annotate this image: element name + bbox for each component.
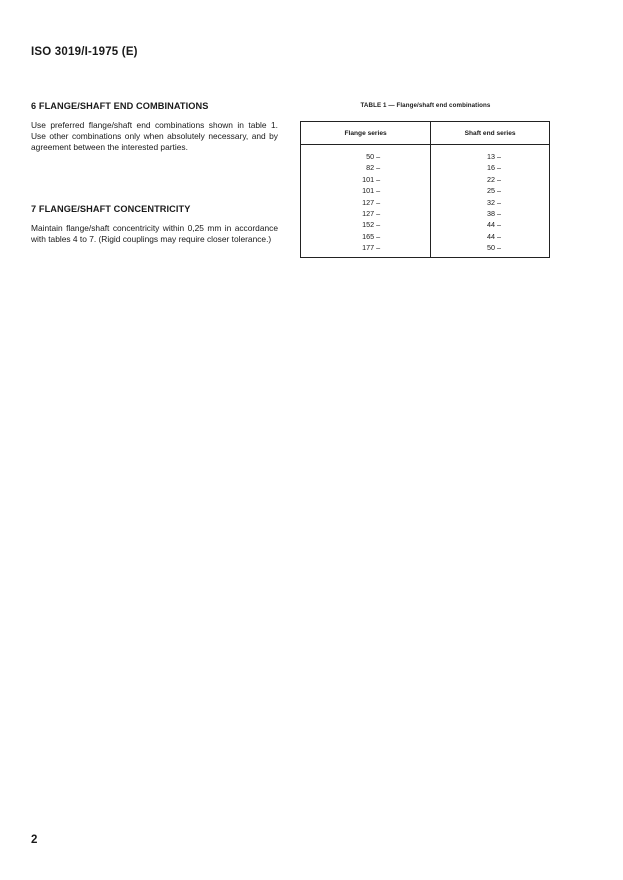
shaft-end-series-cell: 32 – — [487, 197, 501, 207]
shaft-end-series-column — [431, 145, 550, 258]
flange-series-cell: 127 – — [362, 197, 381, 207]
column-header-shaft-end-series: Shaft end series — [431, 122, 550, 145]
flange-series-cell: 101 – — [362, 174, 381, 184]
flange-series-values — [301, 145, 430, 257]
shaft-end-series-cell: 38 – — [487, 208, 501, 218]
column-header-flange-series: Flange series — [301, 122, 431, 145]
shaft-end-series-cell: 16 – — [487, 163, 501, 173]
section-6 — [31, 101, 278, 154]
section-6-body: Use preferred flange/shaft end combinations shown in table 1. Use other combinations only when absolutely necessary, and by agreement between the interested parties. — [31, 120, 278, 153]
flange-series-cell: 101 – — [362, 186, 381, 196]
flange-series-cell: 177 – — [362, 243, 381, 253]
section-7-heading: 7 FLANGE/SHAFT CONCENTRICITY — [31, 203, 191, 214]
shaft-end-series-cell: 44 – — [487, 231, 501, 241]
table-1-caption: TABLE 1 — Flange/shaft end combinations — [360, 102, 491, 109]
page-number: 2 — [31, 834, 38, 846]
flange-series-cell: 50 – — [366, 152, 381, 161]
flange-series-cell: 127 – — [362, 208, 381, 218]
left-column — [31, 101, 278, 245]
section-6-heading: 6 FLANGE/SHAFT END COMBINATIONS — [31, 101, 209, 111]
section-7 — [31, 204, 278, 245]
table-header-row — [301, 122, 550, 145]
shaft-end-series-cell: 13 – — [487, 152, 501, 161]
flange-series-cell: 82 – — [366, 163, 381, 173]
shaft-end-series-values — [431, 145, 549, 257]
document-header: ISO 3019/I-1975 (E) — [31, 46, 138, 58]
shaft-end-series-cell: 22 – — [487, 174, 501, 184]
flange-series-column — [301, 145, 431, 258]
shaft-end-series-cell: 50 – — [487, 243, 501, 253]
flange-series-cell: 165 – — [362, 231, 381, 241]
shaft-end-series-cell: 25 – — [487, 186, 501, 196]
flange-series-cell: 152 – — [362, 220, 381, 230]
table-1 — [300, 121, 550, 258]
right-column — [300, 102, 551, 258]
table-body-row — [301, 145, 550, 258]
section-7-body: Maintain flange/shaft concentricity within 0,25 mm in accordance with tables 4 to 7. (Rigid couplings may require closer tolerance.) — [31, 222, 278, 244]
shaft-end-series-cell: 44 – — [487, 220, 501, 230]
